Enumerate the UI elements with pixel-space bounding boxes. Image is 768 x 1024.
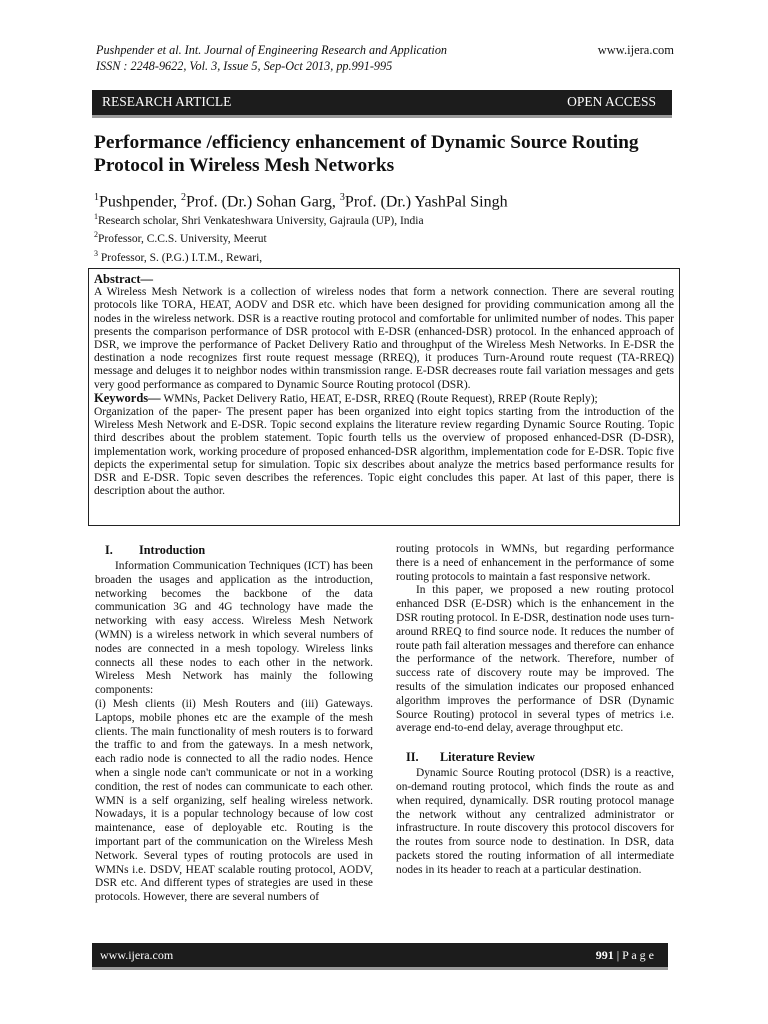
affiliation-1: $^1$Research scholar, Shri Venkateshwara University, Gajraula (UP), India [94, 212, 424, 227]
footer-website-link[interactable]: www.ijera.com [100, 948, 174, 962]
open-access-label: OPEN ACCESS [567, 94, 656, 109]
running-header [96, 42, 674, 74]
author-1: Pushpender, [99, 193, 182, 211]
title-line-2: Protocol in Wireless Mesh Networks [94, 155, 395, 176]
keywords-list: WMNs, Packet Delivery Ratio, HEAT, E-DSR, RREQ (Route Request), RREP (Route Reply); [160, 392, 598, 405]
intro-paragraph-1: Information Communication Techniques (ICT) has been broaden the usages and application as the introduction, networking becomes the backbone of the data communication 3G and 4G technology have made the networking with easy access. Wireless Mesh Network (WMN) is a wireless network in which several numbers of nodes are connected in a mesh topology. Wireless links connects all these nodes to each other in the network. Wireless Mesh Network has mainly the following components: [95, 560, 373, 697]
article-type-banner [92, 90, 672, 115]
affiliation-3: $^3$ Professor, S. (P.G.) I.T.M., Rewari, [94, 248, 263, 264]
paper-title [94, 131, 694, 177]
section-1-title: Introduction [139, 543, 206, 557]
affiliation-2: $^2$Professor, C.C.S. University, Meerut [94, 230, 267, 246]
affiliations [94, 210, 424, 265]
page-footer [92, 943, 668, 967]
abstract-text: A Wireless Mesh Network is a collection of wireless nodes that form a network connection. There are several routing protocols like TORA, HEAT, AODV and DSR etc. which have been designed for providing communication among all the nodes in the wireless network. DSR is a reactive routing protocol and comfortable for unlimited number of nodes. This paper presents the comparison performance of DSR protocol with E-DSR (enhanced-DSR) protocol. In the enhanced approach of DSR, we improve the performance of Packet Delivery Ratio and throughput of the Wireless Mesh Networks. In E-DSR the destination a node recognizes first route request message (RREQ), it produces Turn-Around route request (TA-RREQ) message and deluges it to neighbor nodes within transmission range. E-DSR decreases route fail variation messages and gets very good performance as compared to Dynamic Source Routing protocol (DSR). [94, 286, 674, 391]
author-1-sup: 1 [94, 192, 99, 203]
left-column [95, 543, 373, 905]
section-1-number: I. [105, 543, 113, 557]
section-2-title: Literature Review [440, 750, 535, 765]
author-3: Prof. (Dr.) YashPal Singh [344, 193, 508, 211]
research-article-label: RESEARCH ARTICLE [102, 94, 232, 109]
keywords [94, 392, 674, 406]
right-paragraph-1: routing protocols in WMNs, but regarding performance there is a need of enhancement in the performance of some routing protocols to maintain a fast responsive network. [396, 543, 674, 583]
literature-paragraph-1: Dynamic Source Routing protocol (DSR) is a reactive, on-demand routing protocol, which finds the route as and when required, dynamically. DSR routing protocol manage the network without any centralized administrator or infrastructure. In route discovery this protocol discovers for the routes from source node to destination. In DSR, data packets stored the routing information of all intermediate nodes in its header to reach at a particular destination. [396, 767, 674, 876]
header-website-link[interactable]: www.ijera.com [597, 43, 674, 57]
right-paragraph-2: In this paper, we proposed a new routing protocol enhanced DSR (E-DSR) which is the enhancement in the DSR routing protocol. In E-DSR, destination node uses turn-around RREQ to find source node. It reduces the number of route path fail alteration messages and therefore can enhance the performance of the network. Therefore, number of success rate of discovery route may be improved. The results of the simulation indicates our proposed enhanced algorithm improves the performance of DSR (Dynamic Source Routing) protocol in several types of metrics i.e. average end-to-end delay, average throughput etc. [396, 584, 674, 735]
author-list [94, 188, 508, 212]
right-column [396, 543, 674, 878]
citation-line-2: ISSN : 2248-9622, Vol. 3, Issue 5, Sep-Oct 2013, pp.991-995 [96, 59, 393, 73]
section-2-number: II. [406, 750, 419, 765]
keywords-label: Keywords— [94, 390, 161, 405]
section-1-heading [95, 543, 373, 557]
citation-line-1: Pushpender et al. Int. Journal of Engineering Research and Application [96, 43, 448, 57]
page-number: 991 [595, 948, 614, 962]
page-label: | P a g e [613, 948, 654, 962]
abstract-heading: Abstract— [94, 272, 154, 286]
title-line-1: Performance /efficiency enhancement of Dynamic Source Routing [94, 132, 639, 153]
abstract-box [88, 268, 680, 526]
author-2-sup: 2 [181, 192, 187, 203]
intro-paragraph-2: (i) Mesh clients (ii) Mesh Routers and (iii) Gateways. Laptops, mobile phones etc are the example of the mesh clients. The main functionality of mesh routers is to forward the traffic to and from the gateways. In a mesh network, each radio node is connected to all the radio nodes. Hence when a single node can't communicate or not in a working condition, the rest of nodes can communicate to each other. WMN is a self organizing, self healing wireless network. Nowadays, it is a popular technology because of low cost maintenance, ease of deployable etc. Routing is the important part of the communication on the Wireless Mesh Network. Several types of routing protocols are used in WMNs i.e. DSDV, HEAT scalable routing protocol, AODV, DSR etc. And different types of strategies are used in these protocols. However, there are several numbers of [95, 697, 373, 904]
organization-text: Organization of the paper- The present paper has been organized into eight topics starting from the introduction of the Wireless Mesh Network and E-DSR. Topic second explains the literature review regarding Dynamic Source Routing. Topic third describes about the problem statement. Topic fourth tells us the overview of proposed enhanced-DSR (D-DSR), implementation work, working procedure of proposed enhanced-DSR algorithm, implementation code for E-DSR. Topic five depicts the experimental setup for simulation. Topic six describes about analyze the metrics based performance results for DSR and E-DSR. Topic seven describes the references. Topic eight concludes this paper. At last of this paper, there is description about the author. [94, 406, 674, 498]
page-indicator [596, 948, 654, 963]
section-2-heading [396, 750, 674, 764]
author-3-sup: 3 [339, 192, 345, 203]
author-2: Prof. (Dr.) Sohan Garg, [186, 193, 340, 211]
